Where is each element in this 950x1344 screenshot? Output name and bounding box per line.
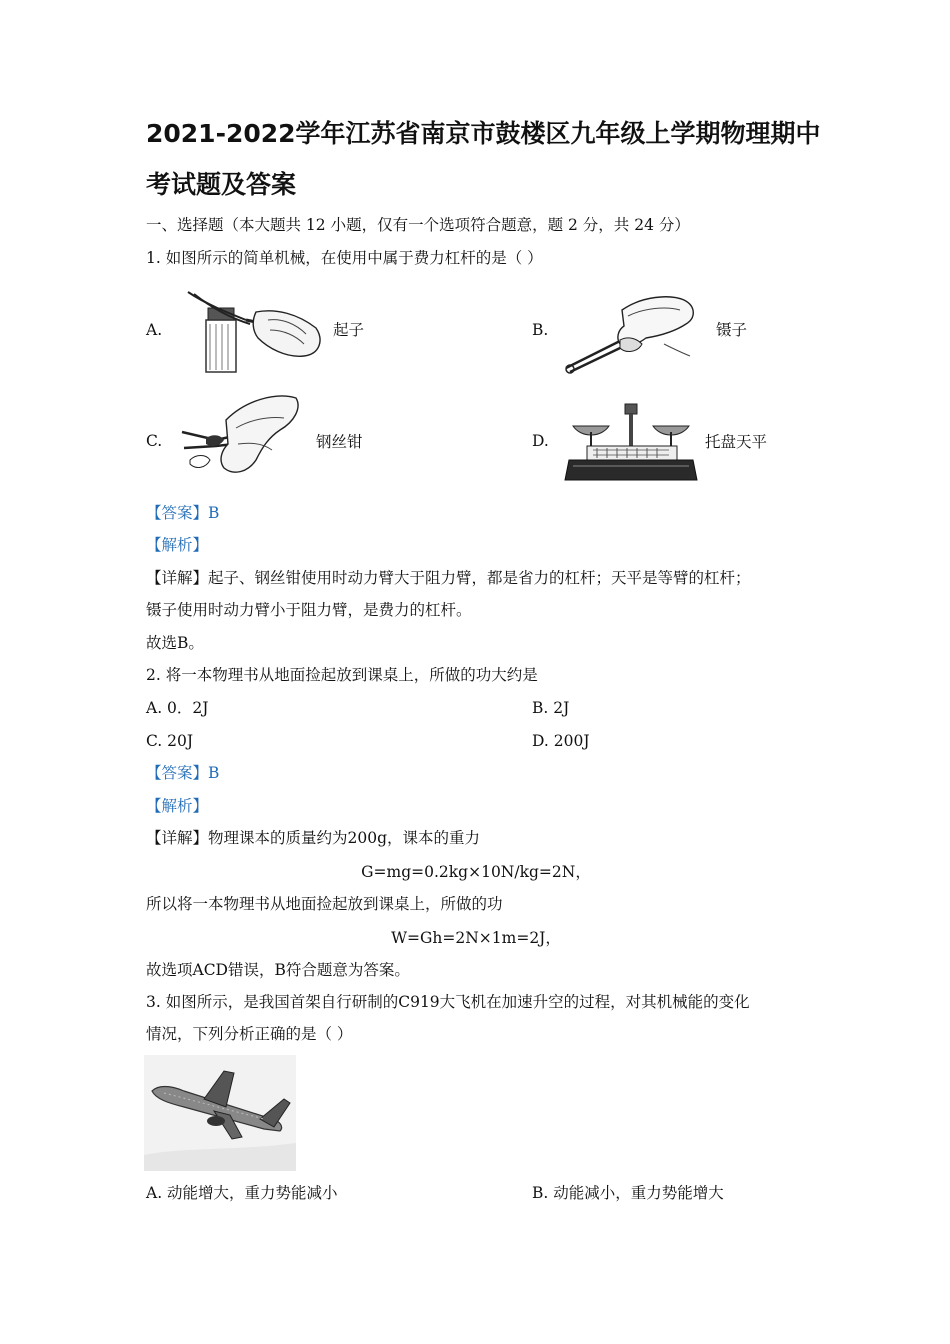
q2-analysis-heading: 【解析】: [146, 797, 209, 815]
tweezers-figure: [562, 292, 702, 376]
q3-option-b: B. 动能减小，重力势能增大: [532, 1184, 724, 1202]
section-heading: 一、选择题（本大题共 12 小题，仅有一个选项符合题意，题 2 分，共 24 分）: [146, 216, 690, 234]
q3-stem-line1: 3. 如图所示，是我国首架自行研制的C919大飞机在加速升空的过程，对其机械能的变化: [146, 993, 750, 1011]
q1-option-c-label: 钢丝钳: [316, 433, 363, 451]
q3-stem-line2: 情况，下列分析正确的是（ ）: [146, 1025, 353, 1043]
q2-conclusion: 故选项ACD错误，B符合题意为答案。: [146, 961, 410, 979]
q1-answer: 【答案】B: [146, 504, 220, 522]
detail-tag: 【详解】: [146, 829, 209, 847]
q2-option-d: D. 200J: [532, 732, 590, 750]
q1-option-a-letter: A.: [146, 321, 163, 339]
q2-option-b: B. 2J: [532, 699, 570, 717]
q1-option-b-label: 镊子: [716, 321, 748, 339]
q1-option-d-label: 托盘天平: [705, 433, 768, 451]
q2-option-c: C. 20J: [146, 732, 194, 750]
q2-detail-line2: 所以将一本物理书从地面捡起放到课桌上，所做的功: [146, 895, 503, 913]
q1-option-a-label: 起子: [333, 321, 365, 339]
q2-option-a: A. 0．2J: [146, 699, 209, 717]
q1-detail-line2: 镊子使用时动力臂小于阻力臂，是费力的杠杆。: [146, 601, 472, 619]
bottle-opener-figure: [186, 290, 328, 376]
q1-stem: 1. 如图所示的简单机械，在使用中属于费力杠杆的是（ ）: [146, 249, 543, 267]
detail-text: 物理课本的质量约为200g，课本的重力: [208, 829, 481, 847]
airplane-photo: [144, 1055, 296, 1171]
pliers-figure: [176, 388, 306, 480]
q1-conclusion: 故选B。: [146, 634, 204, 652]
q2-answer: 【答案】B: [146, 764, 220, 782]
balance-figure: [563, 400, 699, 488]
q1-option-c-letter: C.: [146, 432, 163, 450]
q1-analysis-heading: 【解析】: [146, 536, 209, 554]
detail-text: 起子、钢丝钳使用时动力臂大于阻力臂，都是省力的杠杆；天平是等臂的杠杆；: [208, 569, 751, 587]
q2-equation-2: W=Gh=2N×1m=2J，: [391, 929, 561, 947]
page-title: 2021-2022学年江苏省南京市鼓楼区九年级上学期物理期中考试题及答案: [146, 119, 821, 199]
q2-stem: 2. 将一本物理书从地面捡起放到课桌上，所做的功大约是: [146, 666, 538, 684]
q1-option-d-letter: D.: [532, 432, 549, 450]
q2-detail-line1: [146, 827, 480, 849]
q1-option-b-letter: B.: [532, 321, 549, 339]
q2-equation-1: G=mg=0.2kg×10N/kg=2N，: [361, 863, 591, 881]
q3-option-a: A. 动能增大，重力势能减小: [146, 1184, 338, 1202]
detail-tag: 【详解】: [146, 569, 209, 587]
q1-detail-line1: [146, 567, 751, 589]
